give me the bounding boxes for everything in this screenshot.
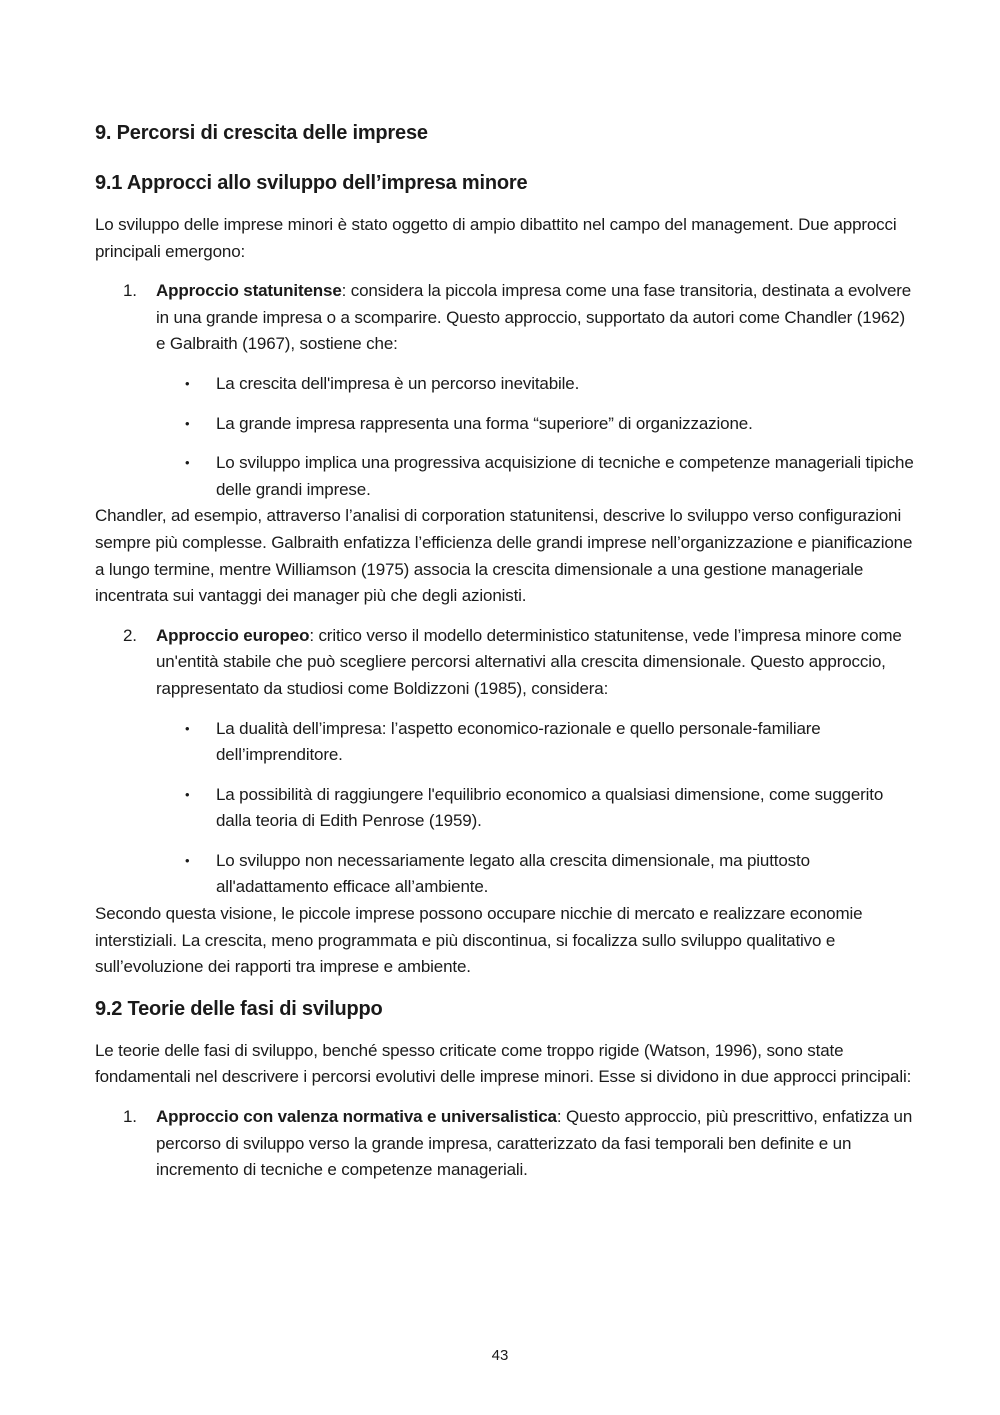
list-number: 1.: [123, 1107, 137, 1127]
bullet-icon: •: [185, 852, 190, 868]
list-item-bold-term: Approccio europeo: [156, 625, 310, 645]
paragraph-intro-9-2: Le teorie delle fasi di sviluppo, benché spesso criticate come troppo rigide (Watson, 1996), sono state fondamentali nel descrivere i percorsi evolutivi delle imprese minori. Esse si dividono in due approcci principali:: [95, 1040, 912, 1087]
list-item-text: : Questo approccio, più prescrittivo, enfatizza un percorso di sviluppo verso la grande impresa, caratterizzato da fasi temporali ben definite e un incremento di tecniche e competenze manageriali.: [156, 1107, 913, 1180]
bullet-list: [156, 716, 915, 902]
numbered-list-9-1-a: [95, 278, 915, 503]
bullet-icon: •: [185, 786, 190, 802]
bullet-list: [156, 371, 915, 503]
document-page: [95, 118, 915, 1197]
bullet-icon: •: [185, 415, 190, 431]
paragraph-chandler: Chandler, ad esempio, attraverso l’analisi di corporation statunitensi, descrive lo sviluppo verso configurazioni sempre più complesse. Galbraith enfatizza l’efficienza delle grandi imprese nell’organizzazione e pianificazione a lungo termine, mentre Williamson (1975) associa la crescita dimensionale a una gestione manageriale incentrata sui vantaggi dei manager più che degli azionisti.: [95, 506, 913, 606]
bullet-item: [95, 782, 915, 835]
bullet-text: La dualità dell’impresa: l’aspetto economico-razionale e quello personale-familiare dell’imprenditore.: [216, 718, 821, 765]
bullet-icon: •: [185, 375, 190, 391]
bullet-item: [95, 716, 915, 769]
paragraph-visione: Secondo questa visione, le piccole imprese possono occupare nicchie di mercato e realizzare economie interstiziali. La crescita, meno programmata e più discontinua, si focalizza sullo sviluppo qualitativo e sull’evoluzione dei rapporti tra imprese e ambiente.: [95, 904, 863, 977]
list-number: 2.: [123, 625, 137, 645]
bullet-text: Lo sviluppo non necessariamente legato alla crescita dimensionale, ma piuttosto all'adattamento efficace all’ambiente.: [216, 850, 810, 897]
paragraph-intro-9-1: Lo sviluppo delle imprese minori è stato oggetto di ampio dibattito nel campo del management. Due approcci principali emergono:: [95, 215, 897, 261]
bullet-item: [95, 371, 915, 398]
bullet-text: La grande impresa rappresenta una forma “superiore” di organizzazione.: [216, 413, 753, 433]
bullet-icon: •: [185, 455, 190, 471]
list-item-text: : considera la piccola impresa come una fase transitoria, destinata a evolvere in una grande impresa o a scomparire. Questo approccio, supportato da autori come Chandler (1962) e Galbraith (1967), sostiene che:: [156, 281, 912, 354]
bullet-text: La crescita dell'impresa è un percorso inevitabile.: [216, 373, 580, 393]
subsection-title-9-2: 9.2 Teorie delle fasi di sviluppo: [95, 997, 383, 1020]
list-number: 1.: [123, 281, 137, 301]
bullet-item: [95, 848, 915, 901]
numbered-list-9-2: [95, 1104, 915, 1184]
list-item: [95, 278, 915, 503]
numbered-list-9-1-b: [95, 623, 915, 901]
list-item-bold-term: Approccio con valenza normativa e universalistica: [156, 1107, 557, 1127]
list-item: [95, 1104, 915, 1184]
section-title: 9. Percorsi di crescita delle imprese: [95, 122, 428, 144]
list-item: [95, 623, 915, 901]
list-item-text: : critico verso il modello deterministico statunitense, vede l’impresa minore come un'entità stabile che può scegliere percorsi alternativi alla crescita dimensionale. Questo approccio, rappresentato da studiosi come Boldizzoni (1985), considera:: [156, 625, 902, 698]
page-number: 43: [491, 1347, 509, 1364]
list-item-bold-term: Approccio statunitense: [156, 281, 342, 301]
bullet-item: [95, 450, 915, 503]
bullet-text: La possibilità di raggiungere l'equilibrio economico a qualsiasi dimensione, come suggerito dalla teoria di Edith Penrose (1959).: [216, 784, 884, 831]
bullet-icon: •: [185, 720, 190, 736]
subsection-title-9-1: 9.1 Approcci allo sviluppo dell’impresa minore: [95, 172, 528, 194]
bullet-text: Lo sviluppo implica una progressiva acquisizione di tecniche e competenze manageriali tipiche delle grandi imprese.: [216, 453, 914, 499]
bullet-item: [95, 411, 915, 438]
